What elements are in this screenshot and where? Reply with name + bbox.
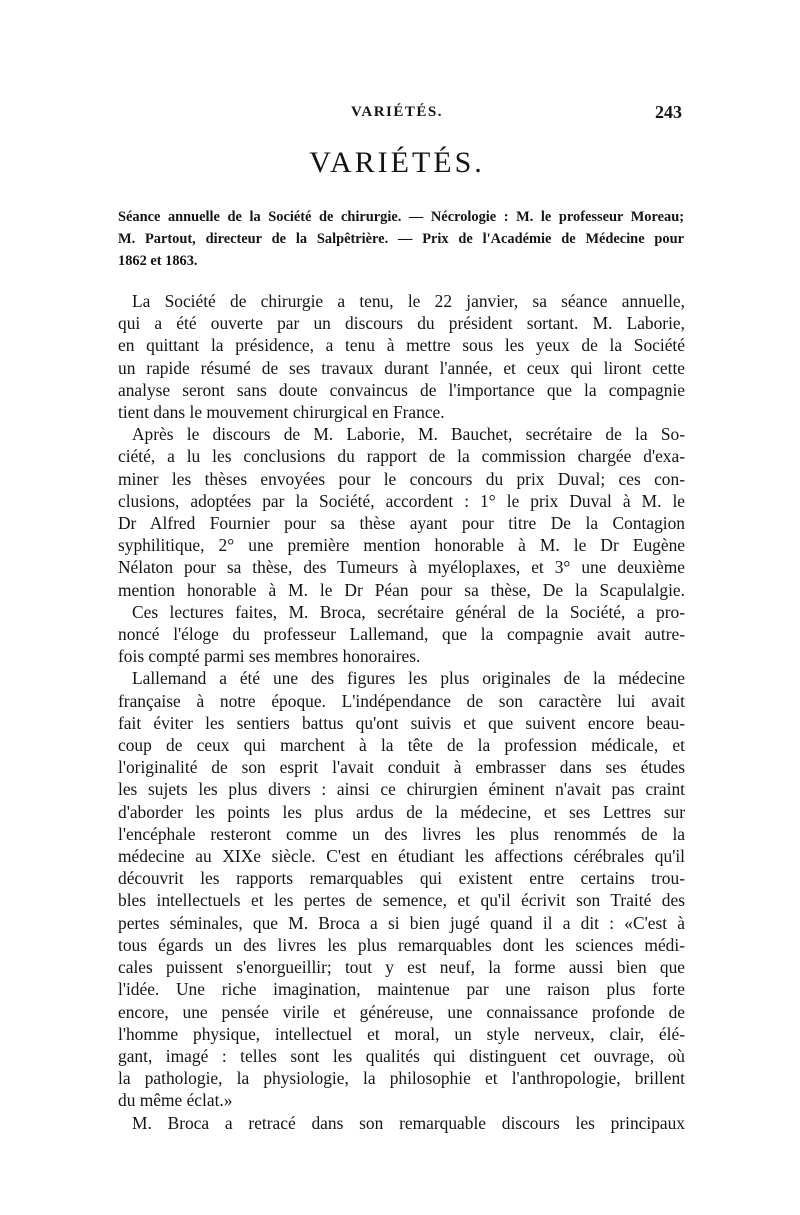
body-line: analyse seront sans doute convaincus de l'importance que la compagnie <box>118 379 685 400</box>
body-line: découvrit les rapports remarquables qui existent entre certains trou- <box>118 868 685 889</box>
body-line: les sujets les plus divers : ainsi ce chirurgien éminent n'avait pas craint <box>118 779 685 800</box>
body-line: mention honorable à M. le Dr Péan pour sa thèse, De la Scapulalgie. <box>118 579 685 600</box>
body-line: d'aborder les points les plus ardus de la médecine, et ses Lettres sur <box>118 801 685 822</box>
body-line: encore, une pensée virile et généreuse, une connaissance profonde de <box>118 1001 685 1022</box>
body-line: miner les thèses envoyées pour le concours du prix Duval; ces con- <box>118 468 685 489</box>
body-line: Nélaton pour sa thèse, des Tumeurs à myéloplaxes, et 3° une deuxième <box>118 557 685 578</box>
article-summary <box>118 206 684 272</box>
body-line: Lallemand a été une des figures les plus originales de la médecine <box>132 668 685 689</box>
body-line: en quittant la présidence, a tenu à mettre sous les yeux de la Société <box>118 335 685 356</box>
body-line: La Société de chirurgie a tenu, le 22 janvier, sa séance annuelle, <box>132 291 685 311</box>
running-head-title: VARIÉTÉS. <box>350 104 443 120</box>
body-line: bles intellectuels et les pertes de semence, et qu'il écrivit son Traité des <box>118 890 685 911</box>
body-line: l'originalité de son esprit l'avait conduit à embrasser dans ses études <box>118 757 685 778</box>
body-line: gant, imagé : telles sont les qualités qui distinguent cet ouvrage, où <box>118 1045 685 1066</box>
body-line: un rapide résumé de ses travaux durant l'année, et ceux qui liront cette <box>118 357 685 378</box>
summary-line: Séance annuelle de la Société de chirurgie. — Nécrologie : M. le professeur Moreau; <box>118 209 684 225</box>
body-line: tous égards un des livres les plus remarquables dont les sciences médi- <box>118 934 685 955</box>
article-title: VARIÉTÉS. <box>309 146 485 179</box>
body-line: du même éclat.» <box>118 1090 233 1111</box>
body-line: tient dans le mouvement chirurgical en France. <box>118 402 445 423</box>
page-number: 243 <box>655 102 682 122</box>
body-line: cales puissent s'enorgueillir; tout y est neuf, la forme aussi bien que <box>118 957 685 978</box>
body-line: M. Broca a retracé dans son remarquable discours les principaux <box>132 1112 685 1133</box>
body-line: noncé l'éloge du professeur Lallemand, que la compagnie avait autre- <box>118 624 685 645</box>
body-line: ciété, a lu les conclusions du rapport de la commission chargée d'exa- <box>118 446 685 467</box>
article-body <box>118 290 685 1134</box>
body-line: syphilitique, 2° une première mention honorable à M. le Dr Eugène <box>118 535 685 556</box>
body-line: l'encéphale resteront comme un des livres les plus renommés de la <box>118 823 685 844</box>
body-line: fois compté parmi ses membres honoraires. <box>118 646 421 667</box>
body-line: clusions, adoptées par la Société, accordent : 1° le prix Duval à M. le <box>118 490 685 511</box>
body-line: qui a été ouverte par un discours du président sortant. M. Laborie, <box>118 313 685 334</box>
body-line: la pathologie, la physiologie, la philosophie et l'anthropologie, brillent <box>118 1068 685 1089</box>
body-line: l'idée. Une riche imagination, maintenue par une raison plus forte <box>118 979 685 1000</box>
summary-line: 1862 et 1863. <box>118 253 198 269</box>
body-line: fait éviter les sentiers battus qu'ont suivis et que suivent encore beau- <box>118 712 685 733</box>
body-line: française à notre époque. L'indépendance de son caractère lui avait <box>118 690 685 711</box>
running-head <box>112 104 682 128</box>
body-line: Après le discours de M. Laborie, M. Bauchet, secrétaire de la So- <box>132 424 685 445</box>
body-line: Ces lectures faites, M. Broca, secrétaire général de la Société, a pro- <box>132 601 685 622</box>
body-line: l'homme physique, intellectuel et moral, un style nerveux, clair, élé- <box>118 1023 685 1044</box>
body-line: Dr Alfred Fournier pour sa thèse ayant pour titre De la Contagion <box>118 513 685 534</box>
body-line: pertes séminales, que M. Broca a si bien jugé quand il a dit : «C'est à <box>118 912 685 933</box>
body-line: médecine au XIXe siècle. C'est en étudiant les affections cérébrales qu'il <box>118 846 685 867</box>
body-line: coup de ceux qui marchent à la tête de la profession médicale, et <box>118 735 685 756</box>
summary-line: M. Partout, directeur de la Salpêtrière. — Prix de l'Académie de Médecine pour <box>118 231 684 247</box>
